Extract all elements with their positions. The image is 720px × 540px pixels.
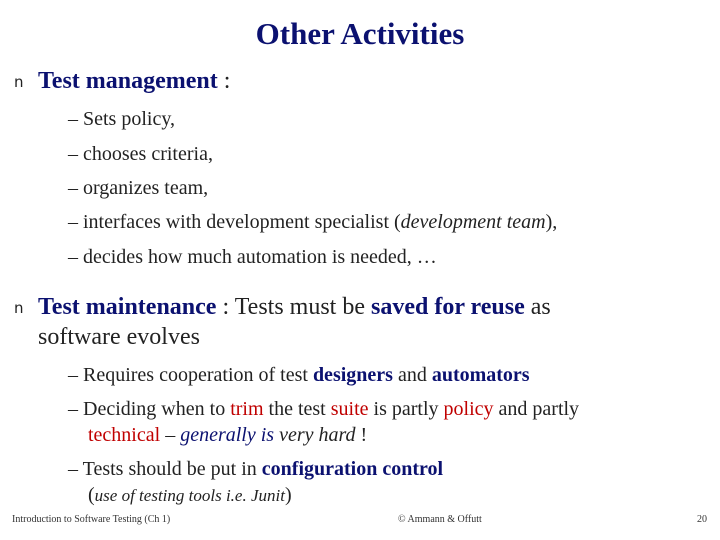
dash-text: – [160,424,181,446]
configuration-control-text: configuration control [261,458,444,480]
footer-copyright: © Ammann & Offutt [398,514,482,525]
bullet-test-management [14,66,230,96]
policy-text: policy [443,398,494,420]
sub-text: – Deciding when to [68,398,231,420]
sub-text: the test [263,398,331,420]
as-text: as [524,294,551,320]
generally-is-text: generally is [180,424,280,446]
software-evolves-text: software evolves [38,324,200,350]
sub-text: is partly [368,398,444,420]
test-management-heading: Test management [38,68,218,94]
slide-title: Other Activities [255,16,465,51]
sub-text: – Requires cooperation of test [68,364,313,386]
trim-text: trim [230,398,264,420]
sub-text: – interfaces with development specialist ( [68,211,401,233]
sub-item [68,362,530,388]
saved-for-reuse-text: saved for reuse [371,294,525,320]
sub-item: – decides how much automation is needed, … [68,246,437,268]
sub-item [68,456,443,509]
footer-left: Introduction to Software Testing (Ch 1) [12,514,171,525]
sub-item [68,209,557,235]
sub-text: and partly [493,398,580,420]
automators-text: automators [431,364,530,386]
bullet-marker: n [14,299,24,317]
sub-item: – Sets policy, [68,108,176,130]
junit-note-text: use of testing tools i.e. Junit [94,486,285,505]
bullet-marker: n [14,73,24,91]
sub-item: – chooses criteria, [68,143,213,165]
sub-text: and [392,364,432,386]
colon-text: : Tests must be [216,294,371,320]
technical-text: technical [88,424,161,446]
sub-text: – Tests should be put in [68,458,262,480]
designers-text: designers [312,364,393,386]
test-maintenance-heading: Test maintenance [38,294,217,320]
paren-close: ) [284,484,292,506]
paren-open: ( [88,484,95,506]
very-hard-text: very hard [279,424,356,446]
development-team-text: development team [400,211,546,233]
colon: : [217,68,231,94]
sub-item [68,396,579,448]
sub-text-end: ), [545,211,558,233]
exclaim-text: ! [355,424,368,446]
suite-text: suite [330,398,369,420]
sub-item: – organizes team, [68,177,209,199]
bullet-test-maintenance [14,292,551,352]
page-number: 20 [697,514,707,525]
